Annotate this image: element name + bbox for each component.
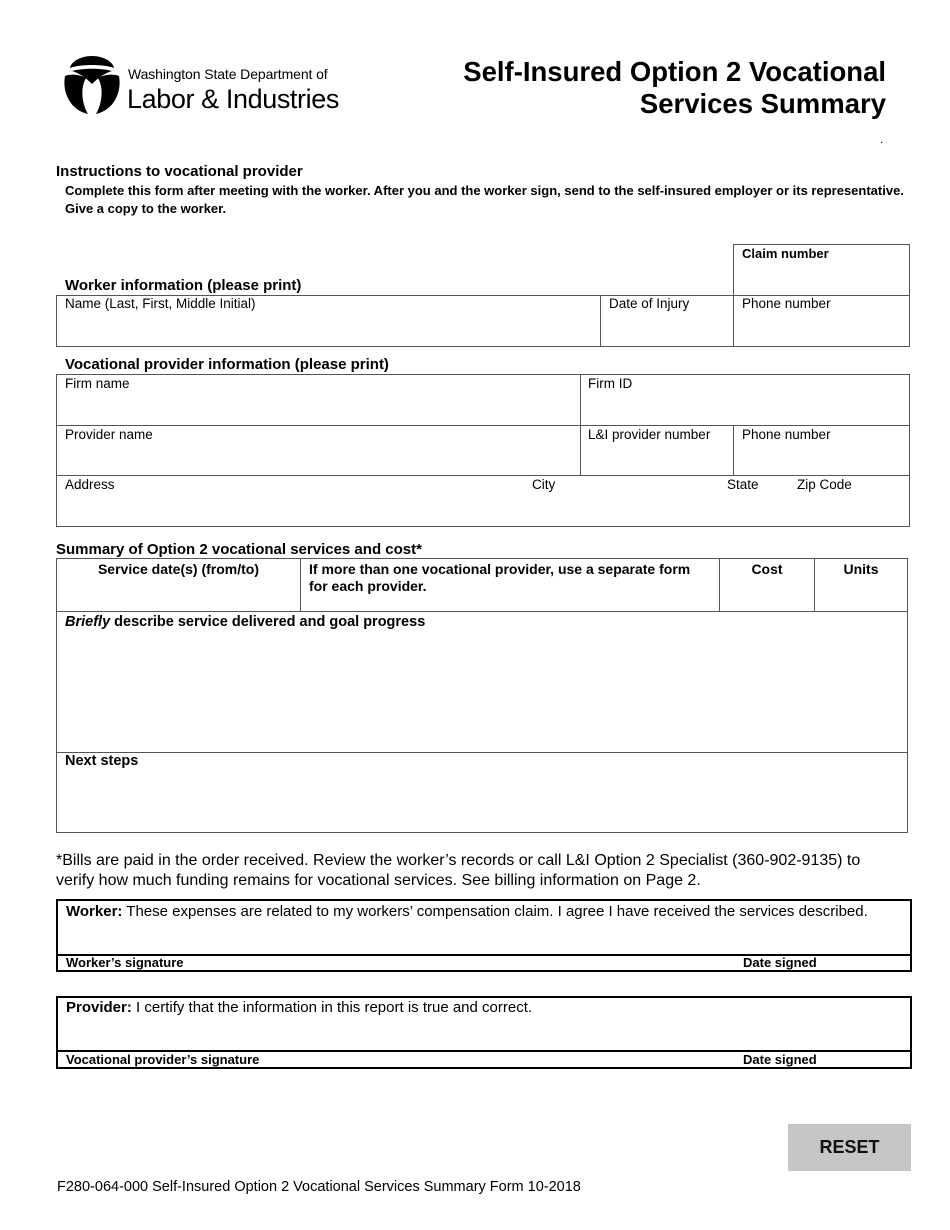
page-title	[366, 56, 886, 120]
agency-logo-icon	[62, 54, 122, 116]
instructions-body: Complete this form after meeting with the worker. After you and the worker sign, send to the self-insured employer or its representative. Give a copy to the worker.	[65, 183, 904, 216]
col-cost: Cost	[751, 561, 783, 577]
describe-emphasis: Briefly	[65, 614, 111, 630]
firm-name-field[interactable]	[57, 375, 580, 425]
worker-attestation-text: These expenses are related to my workers’ compensation claim. I agree I have received the services described.	[122, 903, 868, 920]
col-service-dates: Service date(s) (from/to)	[97, 561, 260, 577]
reset-button[interactable]: RESET	[788, 1124, 911, 1171]
col-provider-note: If more than one vocational provider, use a separate form for each provider.	[309, 561, 691, 594]
worker-signature-label: Worker’s signature	[66, 955, 184, 970]
summary-heading: Summary of Option 2 vocational services and cost*	[56, 541, 422, 558]
provider-date-signed-label: Date signed	[743, 1052, 817, 1067]
next-steps-label: Next steps	[65, 753, 139, 769]
worker-date-signed-label: Date signed	[743, 955, 817, 970]
provider-info-heading: Vocational provider information (please print)	[65, 356, 389, 373]
provider-signature-field[interactable]	[58, 1021, 910, 1050]
address-field[interactable]	[57, 476, 527, 526]
provider-attestation-text: I certify that the information in this report is true and correct.	[131, 999, 533, 1016]
worker-name-label: Name (Last, First, Middle Initial)	[65, 296, 256, 311]
form-footer: F280-064-000 Self-Insured Option 2 Vocational Services Summary Form 10-2018	[57, 1179, 581, 1195]
title-line1: Self-Insured Option 2 Vocational	[463, 56, 886, 87]
worker-info-heading: Worker information (please print)	[65, 277, 302, 294]
title-line2: Services Summary	[639, 88, 886, 119]
provider-attestation	[66, 999, 906, 1016]
address-label: Address	[65, 477, 115, 492]
provider-phone-label: Phone number	[742, 427, 831, 442]
billing-footnote: *Bills are paid in the order received. Review the worker’s records or call L&I Option 2 Specialist (360-902-9135) to verify how much funding remains for vocational services. See billing information on Page 2.	[56, 852, 861, 889]
claim-number-label: Claim number	[742, 246, 829, 261]
worker-phone-label: Phone number	[742, 296, 831, 311]
title-dot: .	[880, 132, 884, 146]
firm-id-label: Firm ID	[588, 376, 633, 391]
provider-signature-label: Vocational provider’s signature	[66, 1052, 260, 1067]
agency-name-line1: Washington State Department of	[128, 66, 328, 82]
worker-signature-field[interactable]	[58, 925, 910, 954]
next-steps-field[interactable]	[57, 753, 907, 832]
provider-name-label: Provider name	[65, 427, 153, 442]
agency-name-line2: Labor & Industries	[127, 84, 339, 114]
describe-service-label	[65, 614, 425, 630]
city-label: City	[532, 477, 556, 492]
firm-name-label: Firm name	[65, 376, 130, 391]
col-units: Units	[843, 561, 879, 577]
instructions-heading: Instructions to vocational provider	[56, 163, 303, 180]
li-provider-number-label: L&I provider number	[588, 427, 711, 442]
worker-attestation	[66, 903, 906, 920]
provider-attestation-lead: Provider:	[66, 999, 132, 1016]
city-field[interactable]	[527, 476, 722, 526]
date-of-injury-label: Date of Injury	[609, 296, 690, 311]
service-description-field[interactable]	[57, 612, 907, 752]
state-label: State	[727, 477, 759, 492]
zip-code-label: Zip Code	[797, 477, 852, 492]
describe-rest: describe service delivered and goal progress	[110, 614, 426, 630]
worker-attestation-lead: Worker:	[66, 903, 123, 920]
